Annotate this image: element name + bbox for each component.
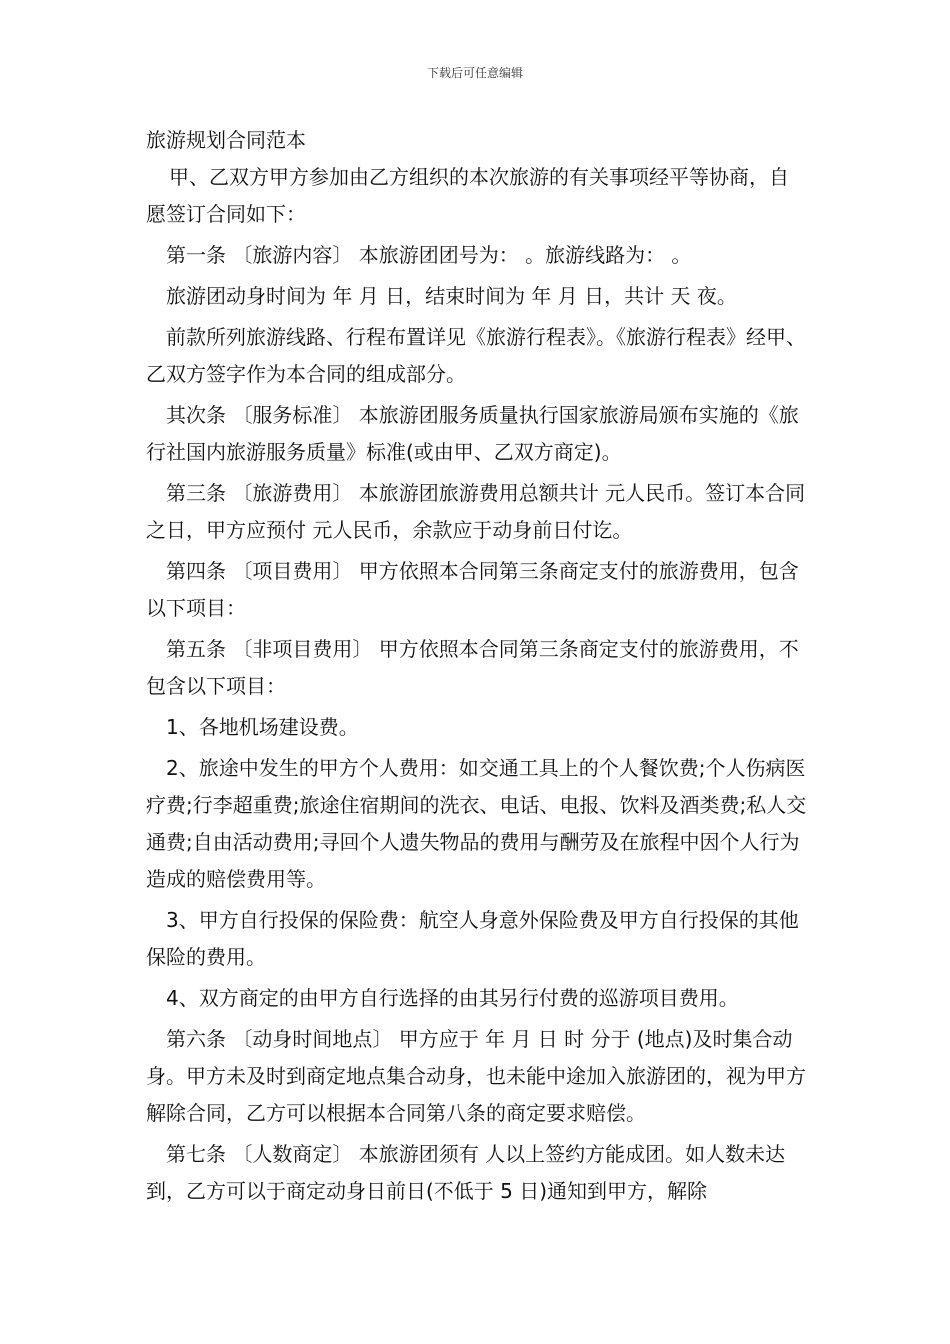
paragraph: 旅游团动身时间为 年 月 日，结束时间为 年 月 日，共计 天 夜。 (166, 284, 737, 308)
paragraph: 第一条 〔旅游内容〕 本旅游团团号为： 。旅游线路为： 。 (166, 243, 692, 267)
list-item: 4、双方商定的由甲方自行选择的由其另行付费的巡游项目费用。 (166, 986, 739, 1010)
list-item: 3、甲方自行投保的保险费：航空人身意外保险费及甲方自行投保的其他保险的费用。 (146, 908, 799, 969)
document-body (146, 122, 808, 1210)
page-header: 下载后可任意编辑 (426, 66, 523, 80)
list-item: 2、旅途中发生的甲方个人费用：如交通工具上的个人餐饮费;个人伤病医疗费;行李超重费;旅途住宿期间的洗衣、电话、电报、饮料及酒类费;私人交通费;自由活动费用;寻回个人遗失物品的费用与酬劳及在旅程中因个人行为造成的赔偿费用等。 (146, 756, 807, 891)
paragraph: 第四条 〔项目费用〕 甲方依照本合同第三条商定支付的旅游费用，包含以下项目： (146, 559, 799, 620)
paragraph: 甲、乙双方甲方参加由乙方组织的本次旅游的有关事项经平等协商，自愿签订合同如下： (146, 165, 789, 226)
paragraph: 第五条 〔非项目费用〕 甲方依照本合同第三条商定支付的旅游费用，不包含以下项目： (146, 637, 799, 698)
paragraph: 前款所列旅游线路、行程布置详见《旅游行程表》。《旅游行程表》经甲、乙双方签字作为本合同的组成部分。 (146, 325, 806, 386)
paragraph: 第三条 〔旅游费用〕 本旅游团旅游费用总额共计 元人民币。签订本合同之日，甲方应预付 元人民币，余款应于动身前日付讫。 (146, 481, 806, 542)
list-item: 1、各地机场建设费。 (166, 715, 359, 739)
paragraph: 其次条 〔服务标准〕 本旅游团服务质量执行国家旅游局颁布实施的《旅行社国内旅游服务质量》标准(或由甲、乙双方商定)。 (146, 403, 799, 464)
paragraph: 第六条 〔动身时间地点〕 甲方应于 年 月 日 时 分于 (地点)及时集合动身。甲方未及时到商定地点集合动身，也未能中途加入旅游团的，视为甲方解除合同，乙方可以根据本合同第八条的商定要求赔偿。 (146, 1027, 806, 1125)
document-title: 旅游规划合同范本 (146, 128, 306, 152)
paragraph: 第七条 〔人数商定〕 本旅游团须有 人以上签约方能成团。如人数未达到，乙方可以于商定动身日前日(不低于 5 日)通知到甲方，解除 (146, 1142, 786, 1203)
